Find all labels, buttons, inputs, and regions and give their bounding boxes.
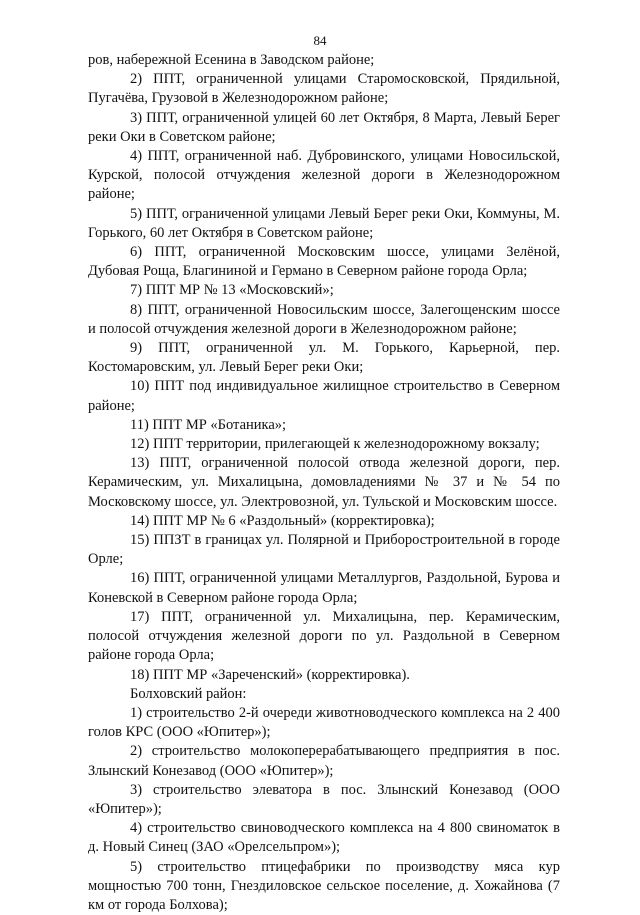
bolkhov-item-5: 5) строительство птицефабрики по производству мяса кур мощностью 700 тонн, Гнездиловское сельское поселение, д. Хожайнова (7 км от города Болхова); — [88, 858, 560, 913]
list-item-18: 18) ППТ МР «Зареченский» (корректировка). — [130, 666, 410, 683]
list-item-11: 11) ППТ МР «Ботаника»; — [130, 416, 287, 433]
list-item-8: 8) ППТ, ограниченной Новосильским шоссе, Залегощенским шоссе и полосой отчуждения железной дороги в Железнодорожном районе; — [88, 301, 560, 337]
bolkhov-item-1: 1) строительство 2-й очереди животноводческого комплекса на 2 400 голов КРС (ООО «Юпитер»); — [88, 704, 560, 741]
list-item-17: 17) ППТ, ограниченной ул. Михалицына, пер. Керамическим, полосой отчуждения железной дороги по ул. Раздольной в Северном районе города Орла; — [88, 608, 560, 664]
list-item-10: 10) ППТ под индивидуальное жилищное строительство в Северном районе; — [88, 378, 560, 414]
list-item-13: 13) ППТ, ограниченной полосой отвода железной дороги, пер. Керамическим, ул. Михалицына, домовладениями № 37 и № 54 по Московскому шоссе, ул. Электровозной, ул. Тульской и Московским шоссе. — [88, 455, 560, 510]
list-item-12: 12) ППТ территории, прилегающей к железнодорожному вокзалу; — [130, 436, 540, 453]
list-item-5: 5) ППТ, ограниченной улицами Левый Берег реки Оки, Коммуны, М. Горького, 60 лет Октября в Советском районе; — [88, 205, 560, 241]
list-item-6: 6) ППТ, ограниченной Московским шоссе, улицами Зелёной, Дубовая Роща, Благининой и Германо в Северном районе города Орла; — [88, 244, 560, 280]
list-item-16: 16) ППТ, ограниченной улицами Металлургов, Раздольной, Бурова и Коневской в Северном районе города Орла; — [88, 570, 560, 606]
list-item-2: 2) ППТ, ограниченной улицами Старомосковской, Прядильной, Пугачёва, Грузовой в Железнодорожном районе; — [88, 71, 560, 107]
list-item-7: 7) ППТ МР № 13 «Московский»; — [130, 282, 334, 299]
document-body — [88, 51, 560, 915]
bolkhov-item-2: 2) строительство молокоперерабатывающего предприятия в пос. Злынский Конезавод (ООО «Юпитер»); — [88, 743, 560, 779]
list-item-9: 9) ППТ, ограниченной ул. М. Горького, Карьерной, пер. Костомаровским, ул. Левый Берег реки Оки; — [88, 340, 560, 376]
list-item-4: 4) ППТ, ограниченной наб. Дубровинского, улицами Новосильской, Курской, полосой отчуждения железной дороги в Железнодорожном районе; — [88, 148, 560, 203]
paragraph-continuation: ров, набережной Есенина в Заводском районе; — [88, 52, 375, 68]
list-item-3: 3) ППТ, ограниченной улицей 60 лет Октября, 8 Марта, Левый Берег реки Оки в Советском районе; — [88, 109, 560, 145]
bolkhov-item-4: 4) строительство свиноводческого комплекса на 4 800 свиноматок в д. Новый Синец (ЗАО «Орелсельпром»); — [88, 820, 560, 856]
list-item-15: 15) ППЗТ в границах ул. Полярной и Приборостроительной в городе Орле; — [88, 532, 560, 568]
section-heading-bolkhovsky: Болховский район: — [130, 685, 247, 702]
list-item-14: 14) ППТ МР № 6 «Раздольный» (корректировка); — [130, 512, 435, 529]
bolkhov-item-3: 3) строительство элеватора в пос. Злынский Конезавод (ООО «Юпитер»); — [88, 781, 560, 817]
page-number: 84 — [313, 33, 327, 48]
